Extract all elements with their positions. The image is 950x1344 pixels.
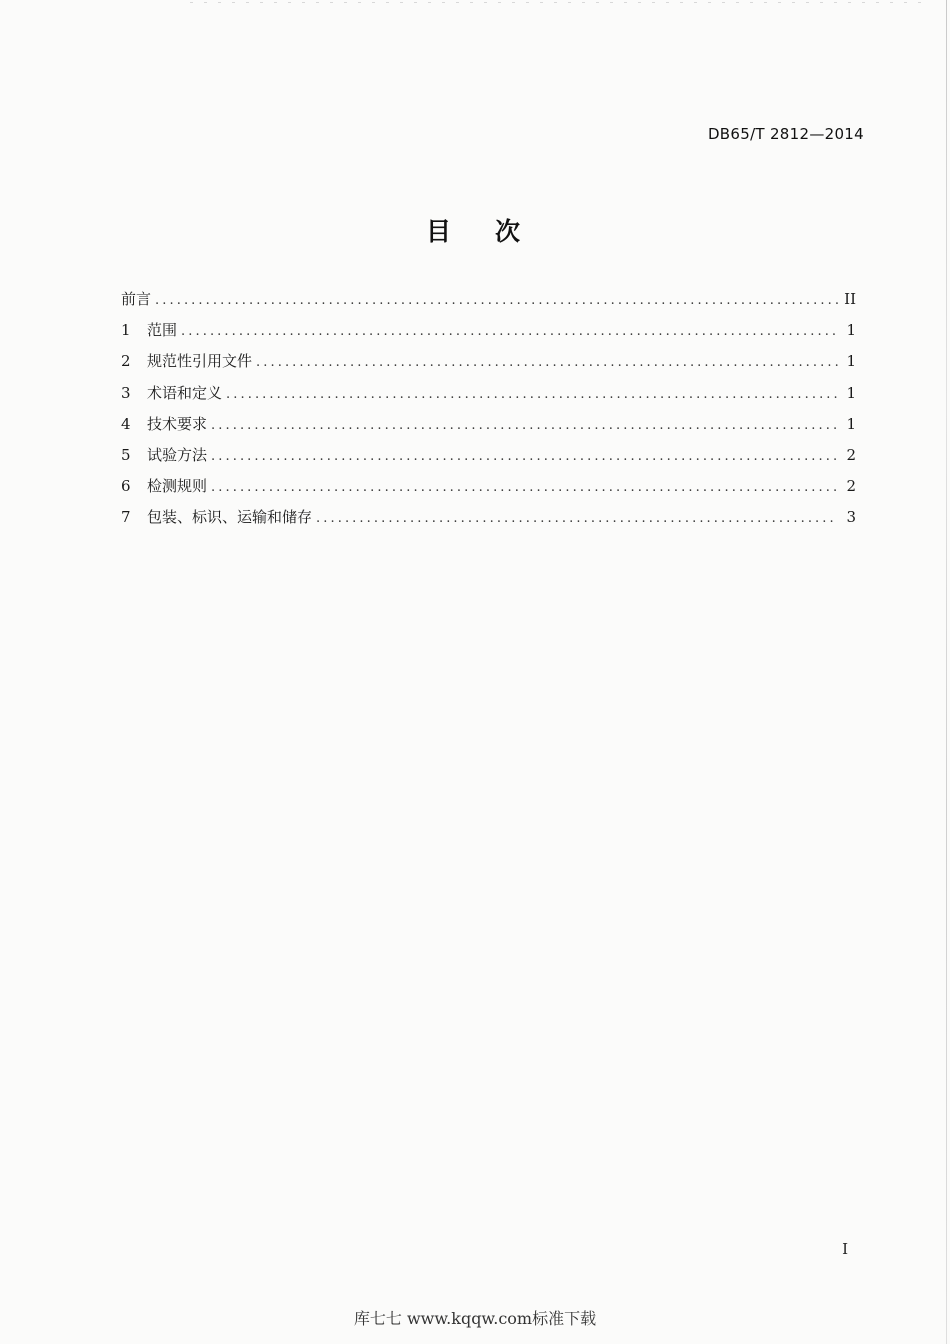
page-number: I [842,1240,848,1258]
toc-entry-page: 2 [846,445,856,464]
toc-entry-label: 范围 [147,321,178,340]
toc-entry-scope[interactable] [121,319,856,350]
scan-artifact-right [946,0,947,1344]
toc-entry-page: 3 [846,508,856,527]
toc-leader-dots [211,418,838,433]
toc-entry-number: 1 [121,321,131,340]
document-code: DB65/T 2812—2014 [707,125,864,143]
toc-leader-dots [155,293,838,308]
toc-entry-number: 4 [121,414,131,433]
toc-entry-page: II [844,290,856,308]
toc-leader-dots [226,387,838,402]
toc-entry-number: 3 [121,383,131,402]
toc-leader-dots [181,324,838,339]
toc-entry-label: 试验方法 [147,445,208,464]
toc-entry-page: 1 [846,352,856,371]
toc-entry-label: 技术要求 [147,414,208,433]
toc-entry-label: 术语和定义 [147,383,223,402]
toc-entry-number: 6 [121,477,131,496]
toc-entry-page: 2 [846,477,856,496]
toc-entry-foreword[interactable] [121,288,856,319]
toc-entry-number: 7 [121,508,131,527]
toc-entry-page: 1 [846,383,856,402]
scan-artifact-top [190,2,930,3]
toc-entry-label: 前言 [121,290,152,308]
toc-entry-technical-requirements[interactable] [121,413,856,444]
toc-leader-dots [256,355,838,370]
toc-entry-number: 5 [121,445,131,464]
toc-entry-normative-references[interactable] [121,350,856,381]
footer-watermark: 库七七 www.kqqw.com标准下载 [353,1309,597,1328]
toc-leader-dots [316,511,838,526]
toc-entry-page: 1 [846,414,856,433]
toc-entry-label: 规范性引用文件 [147,352,253,371]
toc-leader-dots [211,449,838,464]
toc-leader-dots [211,480,838,495]
toc-entry-number: 2 [121,352,131,371]
toc-entry-terms-definitions[interactable] [121,382,856,413]
toc-entry-packaging-marking-transport-storage[interactable] [121,506,856,537]
toc-entry-test-methods[interactable] [121,444,856,475]
toc-title: 目次 [425,217,564,246]
toc-entry-page: 1 [846,321,856,340]
toc-entry-inspection-rules[interactable] [121,475,856,506]
toc-entry-label: 检测规则 [147,477,208,496]
table-of-contents [121,288,856,538]
toc-entry-label: 包装、标识、运输和储存 [147,508,313,527]
